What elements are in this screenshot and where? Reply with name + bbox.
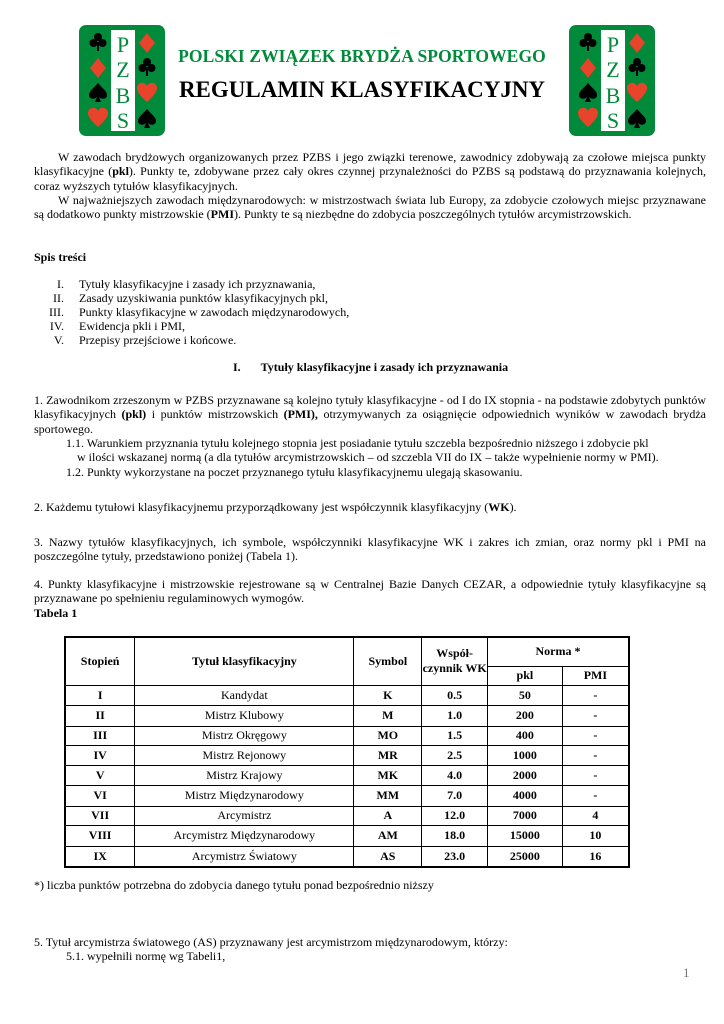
cell-pmi: -	[562, 705, 629, 726]
logo-letter: B	[605, 83, 621, 108]
document-title: REGULAMIN KLASYFIKACYJNY	[178, 77, 546, 102]
cell-wk: 0.5	[422, 685, 488, 705]
cell-pmi: 10	[562, 825, 629, 846]
header-pkl: pkl	[488, 666, 563, 685]
cell-wk: 12.0	[422, 806, 488, 825]
table-row	[65, 785, 629, 806]
organization-name: POLSKI ZWIĄZEK BRYDŻA SPORTOWEGO	[178, 46, 546, 66]
logo-letter: B	[115, 83, 131, 108]
cell-stopien: I	[65, 685, 135, 705]
cell-pkl: 1000	[488, 745, 563, 765]
cell-stopien: II	[65, 705, 135, 726]
table-row	[65, 705, 629, 726]
table-row	[65, 685, 629, 705]
cell-wk: 4.0	[422, 765, 488, 785]
paragraph-5-1: 5.1. wypełnili normę wg Tabeli1,	[66, 949, 226, 963]
cell-symbol: M	[354, 705, 422, 726]
table-footnote: *) liczba punktów potrzebna do zdobycia danego tytułu ponad bezpośrednio niższy	[34, 878, 434, 892]
cell-symbol: MM	[354, 785, 422, 806]
header-norma: Norma *	[488, 637, 629, 666]
toc-heading: Spis treści	[34, 250, 87, 264]
table-row	[65, 726, 629, 745]
cell-pkl: 7000	[488, 806, 563, 825]
header-pmi: PMI	[562, 666, 629, 685]
paragraph-1-1-line-1: 1.1. Warunkiem przyznania tytułu kolejnego stopnia jest posiadanie tytułu szczebla bezpośrednio niższego i zdobycie pkl	[66, 436, 649, 450]
cell-pkl: 2000	[488, 765, 563, 785]
paragraph-3: 3. Nazwy tytułów klasyfikacyjnych, ich symbole, współczynniki klasyfikacyjne WK i zakres ich zmian, oraz normy pkl i PMI na poszczególne tytuły, przedstawiono poniżej (Tabela 1).	[34, 535, 706, 564]
page-number: 1	[683, 965, 690, 980]
header-symbol: Symbol	[354, 637, 422, 685]
cell-tytul: Arcymistrz	[135, 806, 354, 825]
cell-pmi: -	[562, 745, 629, 765]
cell-stopien: VII	[65, 806, 135, 825]
table-row	[65, 846, 629, 867]
cell-symbol: MO	[354, 726, 422, 745]
cell-wk: 7.0	[422, 785, 488, 806]
cell-stopien: IV	[65, 745, 135, 765]
cell-pmi: 4	[562, 806, 629, 825]
cell-pmi: -	[562, 685, 629, 705]
table-caption: Tabela 1	[34, 606, 78, 620]
cell-pmi: -	[562, 765, 629, 785]
cell-pkl: 200	[488, 705, 563, 726]
paragraph-5: 5. Tytuł arcymistrza światowego (AS) przyznawany jest arcymistrzom międzynarodowym, którzy:	[34, 935, 508, 949]
paragraph-1-2: 1.2. Punkty wykorzystane na poczet przyznanego tytułu klasyfikacyjnemu ulegają skasowaniu.	[66, 465, 523, 479]
cell-symbol: A	[354, 806, 422, 825]
cell-pkl: 15000	[488, 825, 563, 846]
cell-pkl: 4000	[488, 785, 563, 806]
cell-wk: 23.0	[422, 846, 488, 867]
cell-wk: 18.0	[422, 825, 488, 846]
cell-tytul: Mistrz Klubowy	[135, 705, 354, 726]
cell-tytul: Mistrz Krajowy	[135, 765, 354, 785]
cell-stopien: IX	[65, 846, 135, 867]
logo-letter: S	[606, 108, 620, 133]
paragraph-2: 2. Każdemu tytułowi klasyfikacyjnemu przyporządkowany jest współczynnik klasyfikacyjny (WK).	[34, 500, 517, 514]
header-wk: Współ- czynnik WK	[422, 637, 488, 685]
section-heading: I. Tytuły klasyfikacyjne i zasady ich przyznawania	[233, 360, 509, 374]
cell-pkl: 400	[488, 726, 563, 745]
intro-paragraph-1: W zawodach brydżowych organizowanych przez PZBS i jego związki terenowe, zawodnicy zdobywają za czołowe miejsca punkty klasyfikacyjne (pkl). Punkty te, zdobywane przez cały okres czynnej przynależności do PZBS są podstawą do przyznawania kolejnych, coraz wyższych tytułów klasyfikacyjnych.	[34, 150, 706, 193]
table-row	[65, 806, 629, 825]
paragraph-1-1-line-2: w ilości wskazanej normą (a dla tytułów arcymistrzowskich – od szczebla VII do IX – także wypełnienie normy w PMI).	[77, 450, 659, 464]
cell-symbol: K	[354, 685, 422, 705]
cell-wk: 1.0	[422, 705, 488, 726]
cell-stopien: VI	[65, 785, 135, 806]
header-stopien: Stopień	[65, 637, 135, 685]
table-row	[65, 825, 629, 846]
cell-stopien: V	[65, 765, 135, 785]
paragraph-1: 1. Zawodnikom zrzeszonym w PZBS przyznawane są kolejno tytuły klasyfikacyjne - od I do IX stopnia - na podstawie zdobytych punktów klasyfikacyjnych (pkl) i punktów mistrzowskich (PMI), otrzymywanych za osiągnięcie odpowiednich wyników w zawodach brydża sportowego.	[34, 393, 706, 436]
table-row	[65, 765, 629, 785]
logo-letter: S	[116, 108, 130, 133]
cell-symbol: AM	[354, 825, 422, 846]
cell-pkl: 50	[488, 685, 563, 705]
classification-table	[64, 636, 630, 868]
paragraph-4: 4. Punkty klasyfikacyjne i mistrzowskie rejestrowane są w Centralnej Bazie Danych CEZAR, a odpowiednie tytuły klasyfikacyjne są przyznawane po spełnieniu regulaminowych wymogów.	[34, 577, 706, 606]
intro-paragraph-2: W najważniejszych zawodach międzynarodowych: w mistrzostwach świata lub Europy, za zdobycie czołowych miejsc przyznawane są dodatkowo punkty mistrzowskie (PMI). Punkty te są niezbędne do zdobycia poszczególnych tytułów arcymistrzowskich.	[34, 193, 706, 222]
logo-letter: Z	[606, 57, 620, 82]
cell-pmi: -	[562, 726, 629, 745]
cell-tytul: Mistrz Międzynarodowy	[135, 785, 354, 806]
cell-tytul: Arcymistrz Międzynarodowy	[135, 825, 354, 846]
cell-tytul: Mistrz Okręgowy	[135, 726, 354, 745]
header-tytul: Tytuł klasyfikacyjny	[135, 637, 354, 685]
table-row	[65, 745, 629, 765]
cell-pmi: 16	[562, 846, 629, 867]
cell-pkl: 25000	[488, 846, 563, 867]
cell-wk: 1.5	[422, 726, 488, 745]
cell-pmi: -	[562, 785, 629, 806]
cell-wk: 2.5	[422, 745, 488, 765]
cell-tytul: Arcymistrz Światowy	[135, 846, 354, 867]
cell-stopien: VIII	[65, 825, 135, 846]
cell-symbol: MR	[354, 745, 422, 765]
cell-symbol: AS	[354, 846, 422, 867]
logo-letter: Z	[116, 57, 130, 82]
logo-letter: P	[606, 32, 620, 57]
logo-letter: P	[116, 32, 130, 57]
cell-stopien: III	[65, 726, 135, 745]
cell-tytul: Mistrz Rejonowy	[135, 745, 354, 765]
cell-symbol: MK	[354, 765, 422, 785]
cell-tytul: Kandydat	[135, 685, 354, 705]
